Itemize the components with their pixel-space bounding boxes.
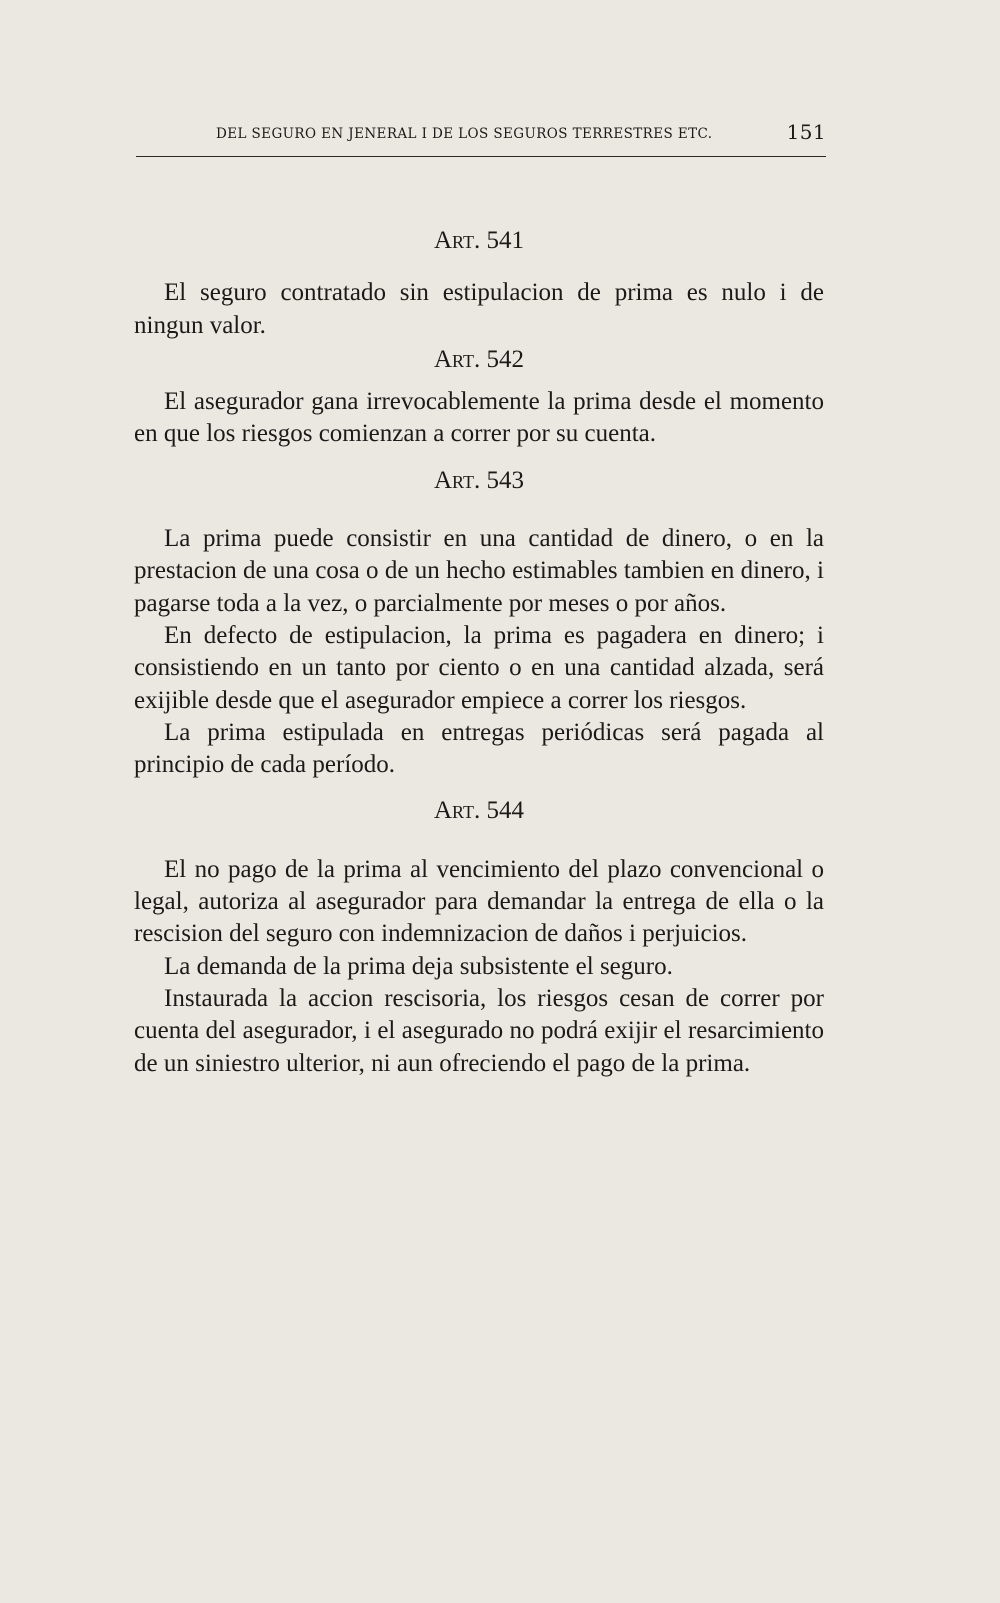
article-heading: Art. 541 xyxy=(434,227,524,254)
header-rule xyxy=(136,156,826,157)
running-title: DEL SEGURO EN JENERAL I DE LOS SEGUROS TERRESTRES ETC. xyxy=(216,126,713,142)
article-paragraph: El seguro contratado sin estipulacion de prima es nulo i de ningun valor. xyxy=(134,279,824,339)
article-paragraph: El asegurador gana irrevocablemente la prima desde el momento en que los riesgos comienzan a correr por su cuenta. xyxy=(134,388,824,448)
article-paragraph: La prima puede consistir en una cantidad de dinero, o en la prestacion de una cosa o de un hecho estimables tambien en dinero, i pagarse toda a la vez, o parcialmente por meses o por años. xyxy=(134,525,824,617)
article-heading: Art. 544 xyxy=(434,797,524,825)
article-paragraph: La demanda de la prima deja subsistente el seguro. xyxy=(164,952,673,980)
article-heading: Art. 542 xyxy=(434,345,524,373)
article-heading: Art. 543 xyxy=(434,466,524,494)
running-head xyxy=(136,118,826,148)
article-paragraph: El no pago de la prima al vencimiento del plazo convencional o legal, autoriza al asegurador para demandar la entrega de ella o la rescision del seguro con indemnizacion de daños i perjuicios. xyxy=(134,855,824,948)
body-text xyxy=(134,225,824,1080)
page-number: 151 xyxy=(786,120,826,144)
article-paragraph: La prima estipulada en entregas periódicas será pagada al principio de cada período. xyxy=(134,718,824,779)
article-paragraph: Instaurada la accion rescisoria, los riesgos cesan de correr por cuenta del asegurador, i el asegurado no podrá exijir el resarcimiento de un siniestro ulterior, ni aun ofreciendo el pago de la prima. xyxy=(134,984,824,1077)
article-paragraph: En defecto de estipulacion, la prima es pagadera en dinero; i consistiendo en un tanto por ciento o en una cantidad alzada, será exijible desde que el asegurador empiece a correr los riesgos. xyxy=(134,621,824,714)
